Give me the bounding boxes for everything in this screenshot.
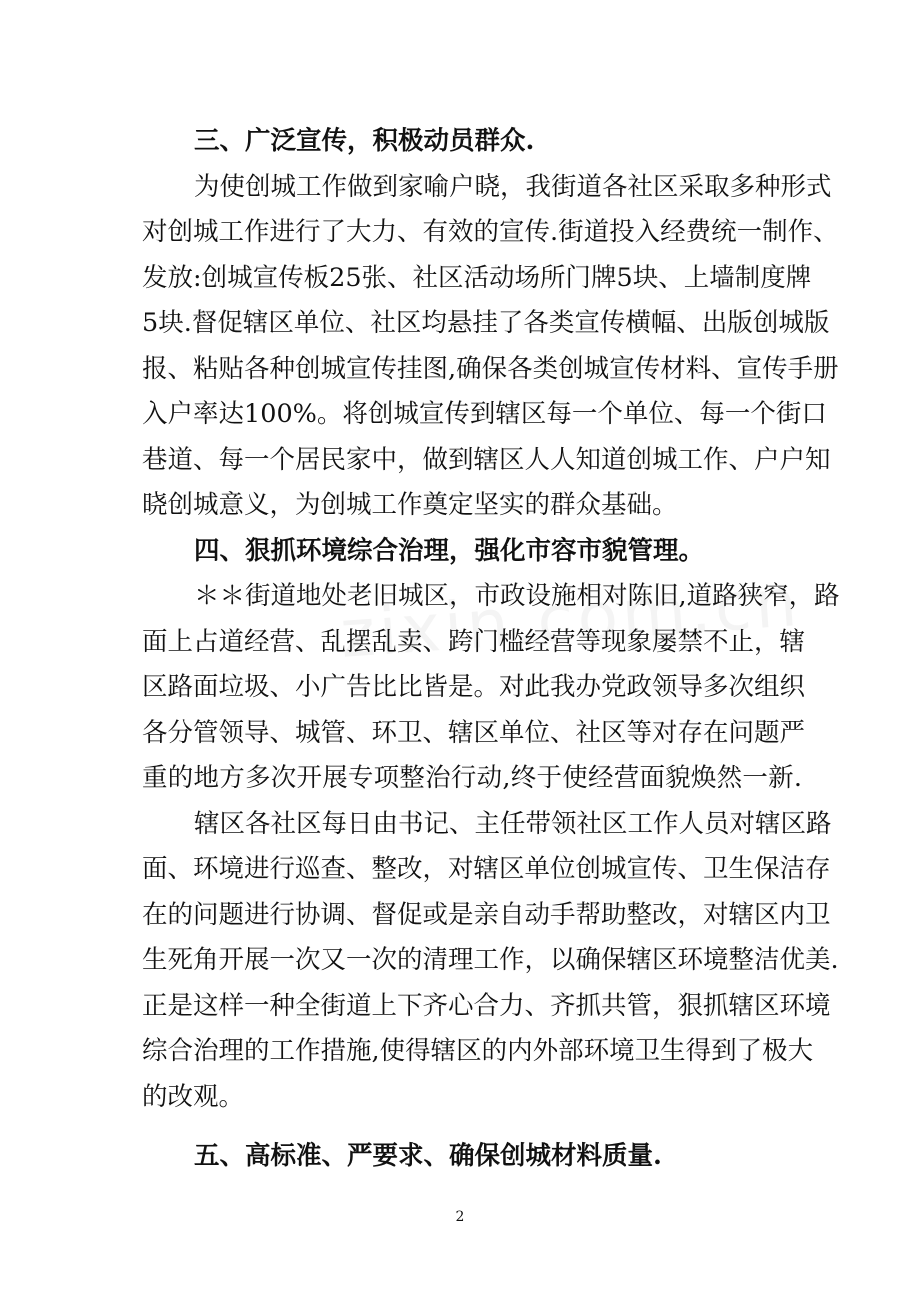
- paragraph-line: 区路面垃圾、小广告比比皆是。对此我办党政领导多次组织: [142, 672, 806, 702]
- paragraph-line: 对创城工作进行了大力、有效的宣传.街道投入经费统一制作、: [142, 217, 839, 247]
- section-3-heading: 三、广泛宣传，积极动员群众.: [194, 126, 535, 156]
- paragraph-line: 的改观。: [142, 1082, 245, 1112]
- paragraph-line: 各分管领导、城管、环卫、辖区单位、社区等对存在问题严: [142, 718, 806, 748]
- paragraph-line: 综合治理的工作措施,使得辖区的内外部环境卫生得到了极大: [142, 1036, 814, 1066]
- paragraph-line: 入户率达100%。将创城宣传到辖区每一个单位、每一个街口: [142, 399, 827, 429]
- paragraph-line: 生死角开展一次又一次的清理工作，以确保辖区环境整洁优美.: [142, 945, 839, 975]
- paragraph-line: 在的问题进行协调、督促或是亲自动手帮助整改，对辖区内卫: [142, 900, 831, 930]
- paragraph-line: 面、环境进行巡查、整改，对辖区单位创城宣传、卫生保洁存: [142, 854, 831, 884]
- paragraph-line: 晓创城意义，为创城工作奠定坚实的群众基础。: [142, 490, 678, 520]
- paragraph-line: 报、粘贴各种创城宣传挂图,确保各类创城宣传材料、宣传手册: [142, 354, 839, 384]
- section-4-heading: 四、狠抓环境综合治理，强化市容市貌管理。: [194, 536, 705, 566]
- paragraph-line: 5块.督促辖区单位、社区均悬挂了各类宣传横幅、出版创城版: [142, 308, 830, 338]
- paragraph-line: 面上占道经营、乱摆乱卖、跨门槛经营等现象屡禁不止，辖: [142, 627, 806, 657]
- page-number: 2: [455, 1209, 465, 1225]
- paragraph-line: 发放:创城宣传板25张、社区活动场所门牌5块、上墙制度牌: [142, 263, 812, 293]
- paragraph-line: 巷道、每一个居民家中，做到辖区人人知道创城工作、户户知: [142, 445, 831, 475]
- paragraph-line: 正是这样一种全街道上下齐心合力、齐抓共管，狠抓辖区环境: [142, 991, 831, 1021]
- paragraph-line: 辖区各社区每日由书记、主任带领社区工作人员对辖区路: [194, 809, 832, 839]
- paragraph-line: 重的地方多次开展专项整治行动,终于使经营面貌焕然一新.: [142, 763, 802, 793]
- paragraph-line: ＊＊街道地处老旧城区，市政设施相对陈旧,道路狭窄，路: [194, 581, 840, 611]
- section-5-heading: 五、高标准、严要求、确保创城材料质量.: [194, 1141, 662, 1171]
- paragraph-line: 为使创城工作做到家喻户晓，我街道各社区采取多种形式: [194, 172, 832, 202]
